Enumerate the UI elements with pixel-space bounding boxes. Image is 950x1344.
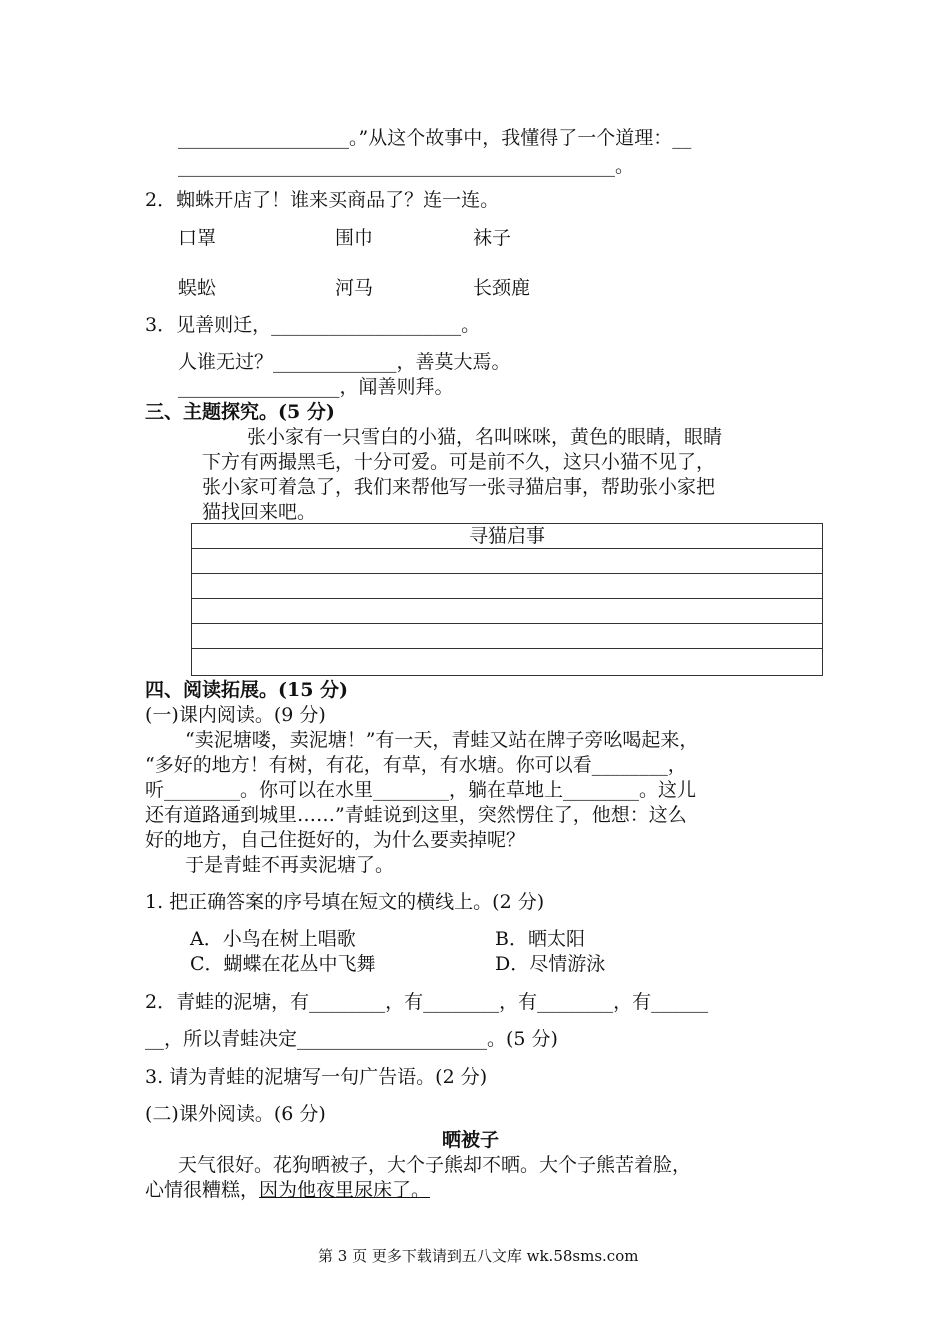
prompt-line: 下方有两撮黑毛，十分可爱。可是前不久，这只小猫不见了， [202,451,716,473]
prompt-line: 猫找回来吧。 [202,501,317,523]
goods-item: 围巾 [335,227,374,249]
passage-line: 好的地方，自己住挺好的，为什么要卖掉呢？ [145,829,526,851]
passage-line: 听________。你可以在水里________，躺在草地上________。这儿 [145,779,697,801]
reading-question-2: 2．青蛙的泥塘，有________，有________，有________，有______ [145,991,709,1013]
fill-line-2: ______________________________________________。 [178,155,635,177]
writing-line[interactable] [192,574,822,599]
part-2-heading: (二)课外阅读。(6 分) [145,1103,326,1125]
underlined-sentence: 因为他夜里尿床了。 [259,1179,431,1201]
passage-line: “卖泥塘喽，卖泥塘！”有一天，青蛙又站在牌子旁吆喝起来， [185,729,699,751]
story-line: 天气很好。花狗晒被子，大个子熊却不晒。大个子熊苦着脸， [178,1154,692,1176]
question-3-line-3: _________________，闻善则拜。 [178,376,454,398]
story-title: 晒被子 [442,1129,500,1151]
buyer-item: 河马 [335,277,374,299]
question-3: 3．见善则迁，____________________。 [145,314,481,336]
writing-line[interactable] [192,624,822,649]
section-3-heading: 三、主题探究。(5 分) [145,401,335,423]
story-line-2 [145,1178,430,1202]
goods-item: 袜子 [473,227,512,249]
fill-line-1: __________________。”从这个故事中，我懂得了一个道理：__ [178,127,692,149]
writing-line[interactable] [192,599,822,624]
page-footer: 第 3 页 更多下载请到五八文库 wk.58sms.com [318,1247,639,1265]
prompt-line: 张小家可着急了，我们来帮他写一张寻猫启事，帮助张小家把 [202,476,716,498]
notice-title: 寻猫启事 [192,524,822,549]
option-b: B．晒太阳 [495,928,585,950]
part-1-heading: (一)课内阅读。(9 分) [145,704,326,726]
section-4-heading: 四、阅读拓展。(15 分) [145,679,349,701]
question-2: 2．蜘蛛开店了！谁来买商品了？连一连。 [145,189,500,211]
option-d: D．尽情游泳 [495,953,606,975]
writing-line[interactable] [192,549,822,574]
option-c: C．蝴蝶在花丛中飞舞 [190,953,376,975]
reading-question-3: 3. 请为青蛙的泥塘写一句广告语。(2 分) [145,1066,488,1088]
lost-cat-notice-box [191,523,823,676]
buyer-item: 蜈蚣 [178,277,217,299]
question-3-line-2: 人谁无过？_____________，善莫大焉。 [178,351,511,373]
passage-line: “多好的地方！有树，有花，有草，有水塘。你可以看________， [145,754,687,776]
option-a: A．小鸟在树上唱歌 [190,928,356,950]
story-text: 心情很糟糕， [145,1179,260,1201]
goods-item: 口罩 [178,227,217,249]
writing-line[interactable] [192,649,822,674]
passage-line: 还有道路通到城里……”青蛙说到这里，突然愣住了，他想：这么 [145,804,687,826]
passage-line: 于是青蛙不再卖泥塘了。 [185,854,395,876]
buyer-item: 长颈鹿 [473,277,531,299]
reading-question-1: 1. 把正确答案的序号填在短文的横线上。(2 分) [145,891,545,913]
reading-question-2-line-2: __，所以青蛙决定____________________。(5 分) [145,1028,558,1050]
prompt-line: 张小家有一只雪白的小猫，名叫咪咪，黄色的眼睛，眼睛 [247,426,723,448]
